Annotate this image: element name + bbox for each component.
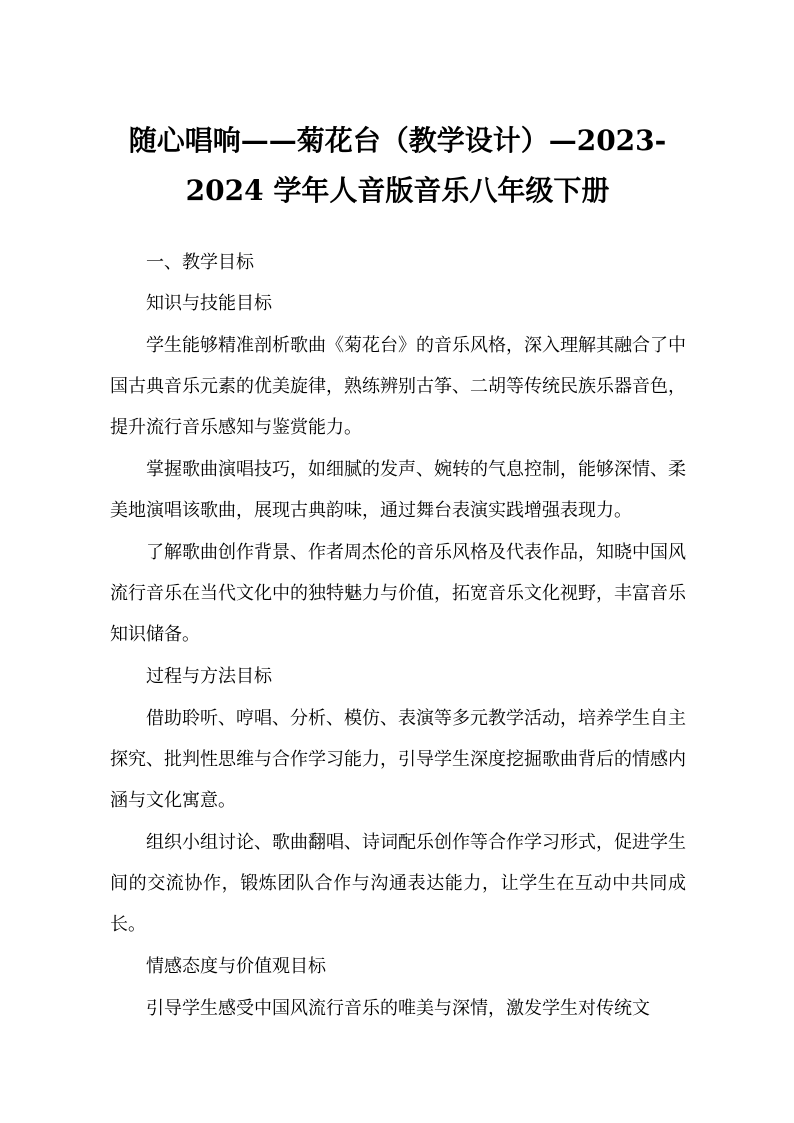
paragraph-2: 掌握歌曲演唱技巧，如细腻的发声、婉转的气息控制，能够深情、柔美地演唱该歌曲，展现古典韵味，通过舞台表演实践增强表现力。 <box>110 459 686 521</box>
paragraph-6: 引导学生感受中国风流行音乐的唯美与深情，激发学生对传统文 <box>146 998 650 1019</box>
sub-heading-process-methods: 过程与方法目标 <box>146 666 272 687</box>
sub-heading-knowledge-skills: 知识与技能目标 <box>146 293 272 314</box>
paragraph-5: 组织小组讨论、歌曲翻唱、诗词配乐创作等合作学习形式，促进学生间的交流协作，锻炼团队合作与沟通表达能力，让学生在互动中共同成长。 <box>110 832 686 935</box>
document-title-line-2: 2024 学年人音版音乐八年级下册 <box>185 174 610 207</box>
paragraph-4: 借助聆听、哼唱、分析、模仿、表演等多元教学活动，培养学生自主探究、批判性思维与合作学习能力，引导学生深度挖掘歌曲背后的情感内涵与文化寓意。 <box>110 708 686 811</box>
document-title-line-1: 随心唱响——菊花台（教学设计）—2023- <box>128 124 667 157</box>
paragraph-1: 学生能够精准剖析歌曲《菊花台》的音乐风格，深入理解其融合了中国古典音乐元素的优美旋律，熟练辨别古筝、二胡等传统民族乐器音色，提升流行音乐感知与鉴赏能力。 <box>110 335 686 438</box>
section-heading: 一、教学目标 <box>146 252 254 273</box>
sub-heading-emotion-values: 情感态度与价值观目标 <box>146 956 326 977</box>
paragraph-3: 了解歌曲创作背景、作者周杰伦的音乐风格及代表作品，知晓中国风流行音乐在当代文化中的独特魅力与价值，拓宽音乐文化视野，丰富音乐知识储备。 <box>110 542 686 645</box>
